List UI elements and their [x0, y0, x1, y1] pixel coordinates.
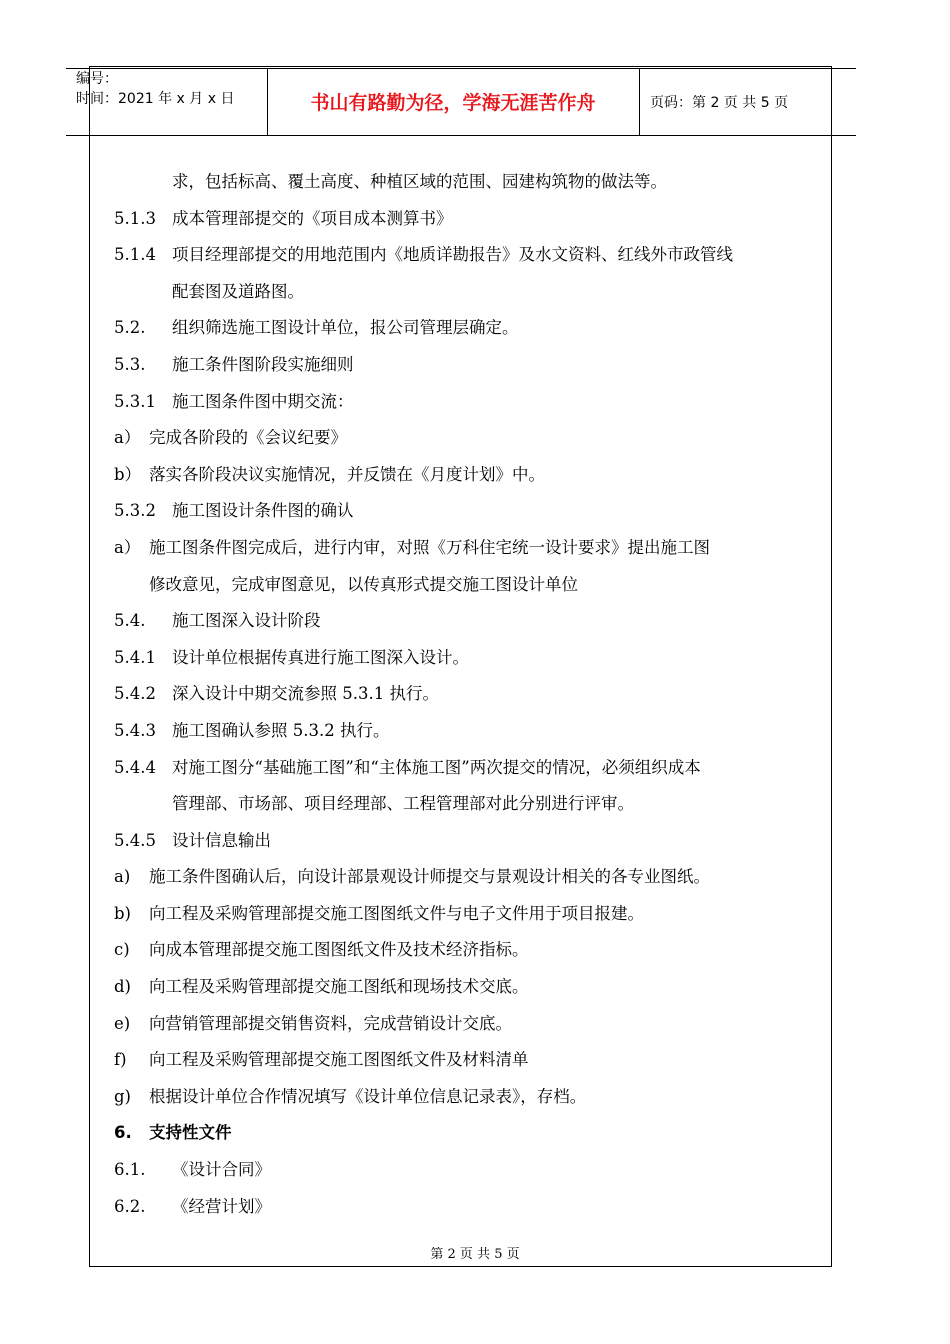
document-line	[114, 1115, 834, 1152]
section-number: 5.4.4	[114, 757, 156, 777]
section-number: 5.1.4	[114, 245, 156, 265]
line-text: 项目经理部提交的用地范围内《地质详勘报告》及水文资料、红线外市政管线	[172, 245, 733, 265]
document-line	[114, 1189, 834, 1226]
section-number: 5.4.5	[114, 830, 156, 850]
page-footer: 第 2 页 共 5 页	[430, 1247, 520, 1262]
line-text: 设计单位根据传真进行施工图深入设计。	[172, 647, 469, 667]
section-number: 5.4.2	[114, 684, 156, 704]
line-text: 施工图条件图完成后，进行内审，对照《万科住宅统一设计要求》提出施工图	[149, 537, 710, 557]
header-divider	[639, 68, 640, 135]
document-line	[114, 786, 834, 823]
document-line	[114, 859, 834, 896]
section-number: a）	[114, 537, 141, 557]
document-line	[114, 493, 834, 530]
document-line	[114, 237, 834, 274]
header-bottom-rule	[66, 135, 856, 136]
line-text: 向工程及采购管理部提交施工图图纸文件与电子文件用于项目报建。	[149, 903, 644, 923]
section-number: 6.1.	[114, 1160, 146, 1180]
document-line	[114, 420, 834, 457]
line-text: 施工图确认参照 5.3.2 执行。	[172, 720, 390, 740]
section-number: 5.2.	[114, 318, 146, 338]
section-number: b）	[114, 464, 142, 484]
line-text: 落实各阶段决议实施情况，并反馈在《月度计划》中。	[149, 464, 545, 484]
document-line	[114, 201, 834, 238]
section-number: 6.2.	[114, 1196, 146, 1216]
document-line	[114, 347, 834, 384]
doc-code-label: 编号：	[76, 71, 118, 87]
section-number: 5.4.3	[114, 720, 156, 740]
header-meta	[76, 69, 234, 109]
document-line	[114, 274, 834, 311]
section-number: a)	[114, 867, 131, 887]
line-text: 完成各阶段的《会议纪要》	[149, 428, 347, 448]
document-line	[114, 310, 834, 347]
document-line	[114, 896, 834, 933]
document-line	[114, 1152, 834, 1189]
document-line	[114, 640, 834, 677]
line-text: 成本管理部提交的《项目成本测算书》	[172, 208, 453, 228]
document-line	[114, 567, 834, 604]
document-line	[114, 530, 834, 567]
section-number: 5.3.	[114, 354, 146, 374]
document-line	[114, 1006, 834, 1043]
document-line	[114, 1079, 834, 1116]
line-text: 施工条件图确认后，向设计部景观设计师提交与景观设计相关的各专业图纸。	[149, 867, 710, 887]
document-line	[114, 932, 834, 969]
header-page-info: 页码：第 2 页 共 5 页	[650, 95, 789, 111]
line-text: 向工程及采购管理部提交施工图纸和现场技术交底。	[149, 977, 529, 997]
document-line	[114, 384, 834, 421]
line-text: 根据设计单位合作情况填写《设计单位信息记录表》，存档。	[149, 1086, 587, 1106]
line-text: 求，包括标高、覆土高度、种植区域的范围、园建构筑物的做法等。	[172, 172, 667, 191]
document-line	[114, 1042, 834, 1079]
section-number: f)	[114, 1050, 127, 1070]
document-line	[114, 676, 834, 713]
document-line	[114, 969, 834, 1006]
line-text: 向工程及采购管理部提交施工图图纸文件及材料清单	[149, 1050, 529, 1070]
line-text: 向成本管理部提交施工图图纸文件及技术经济指标。	[149, 940, 529, 960]
document-body	[114, 164, 834, 1225]
document-line	[114, 823, 834, 860]
section-number: 5.3.1	[114, 391, 156, 411]
line-text: 支持性文件	[149, 1123, 232, 1143]
document-line	[114, 750, 834, 787]
section-number: 5.4.1	[114, 647, 156, 667]
section-number: c)	[114, 940, 130, 960]
line-text: 施工条件图阶段实施细则	[172, 354, 354, 374]
section-number: 5.3.2	[114, 501, 156, 521]
section-number: 5.4.	[114, 611, 146, 631]
section-number: a）	[114, 428, 141, 448]
section-number: d)	[114, 977, 131, 997]
line-text: 设计信息输出	[172, 830, 271, 850]
section-number: b)	[114, 903, 131, 923]
line-text: 组织筛选施工图设计单位，报公司管理层确定。	[172, 318, 519, 338]
section-number: e)	[114, 1013, 131, 1033]
line-text: 对施工图分“基础施工图”和“主体施工图”两次提交的情况，必须组织成本	[172, 757, 701, 777]
line-text: 向营销管理部提交销售资料，完成营销设计交底。	[149, 1013, 512, 1033]
document-line	[114, 603, 834, 640]
line-text: 施工图条件图中期交流：	[172, 391, 354, 411]
line-text: 施工图深入设计阶段	[172, 611, 321, 631]
section-number: 6.	[114, 1123, 132, 1143]
line-text: 管理部、市场部、项目经理部、工程管理部对此分别进行评审。	[172, 794, 634, 814]
line-text: 《设计合同》	[172, 1160, 271, 1180]
line-text: 施工图设计条件图的确认	[172, 501, 354, 521]
document-line	[114, 164, 834, 201]
header-motto: 书山有路勤为径，学海无涯苦作舟	[310, 92, 596, 114]
document-line	[114, 713, 834, 750]
line-text: 配套图及道路图。	[172, 281, 304, 301]
doc-time-label: 时间：2021 年 x 月 x 日	[76, 91, 235, 107]
line-text: 修改意见，完成审图意见，以传真形式提交施工图设计单位	[149, 574, 578, 594]
line-text: 深入设计中期交流参照 5.3.1 执行。	[172, 684, 439, 704]
section-number: g)	[114, 1086, 131, 1106]
section-number: 5.1.3	[114, 208, 156, 228]
line-text: 《经营计划》	[172, 1196, 271, 1216]
document-line	[114, 457, 834, 494]
